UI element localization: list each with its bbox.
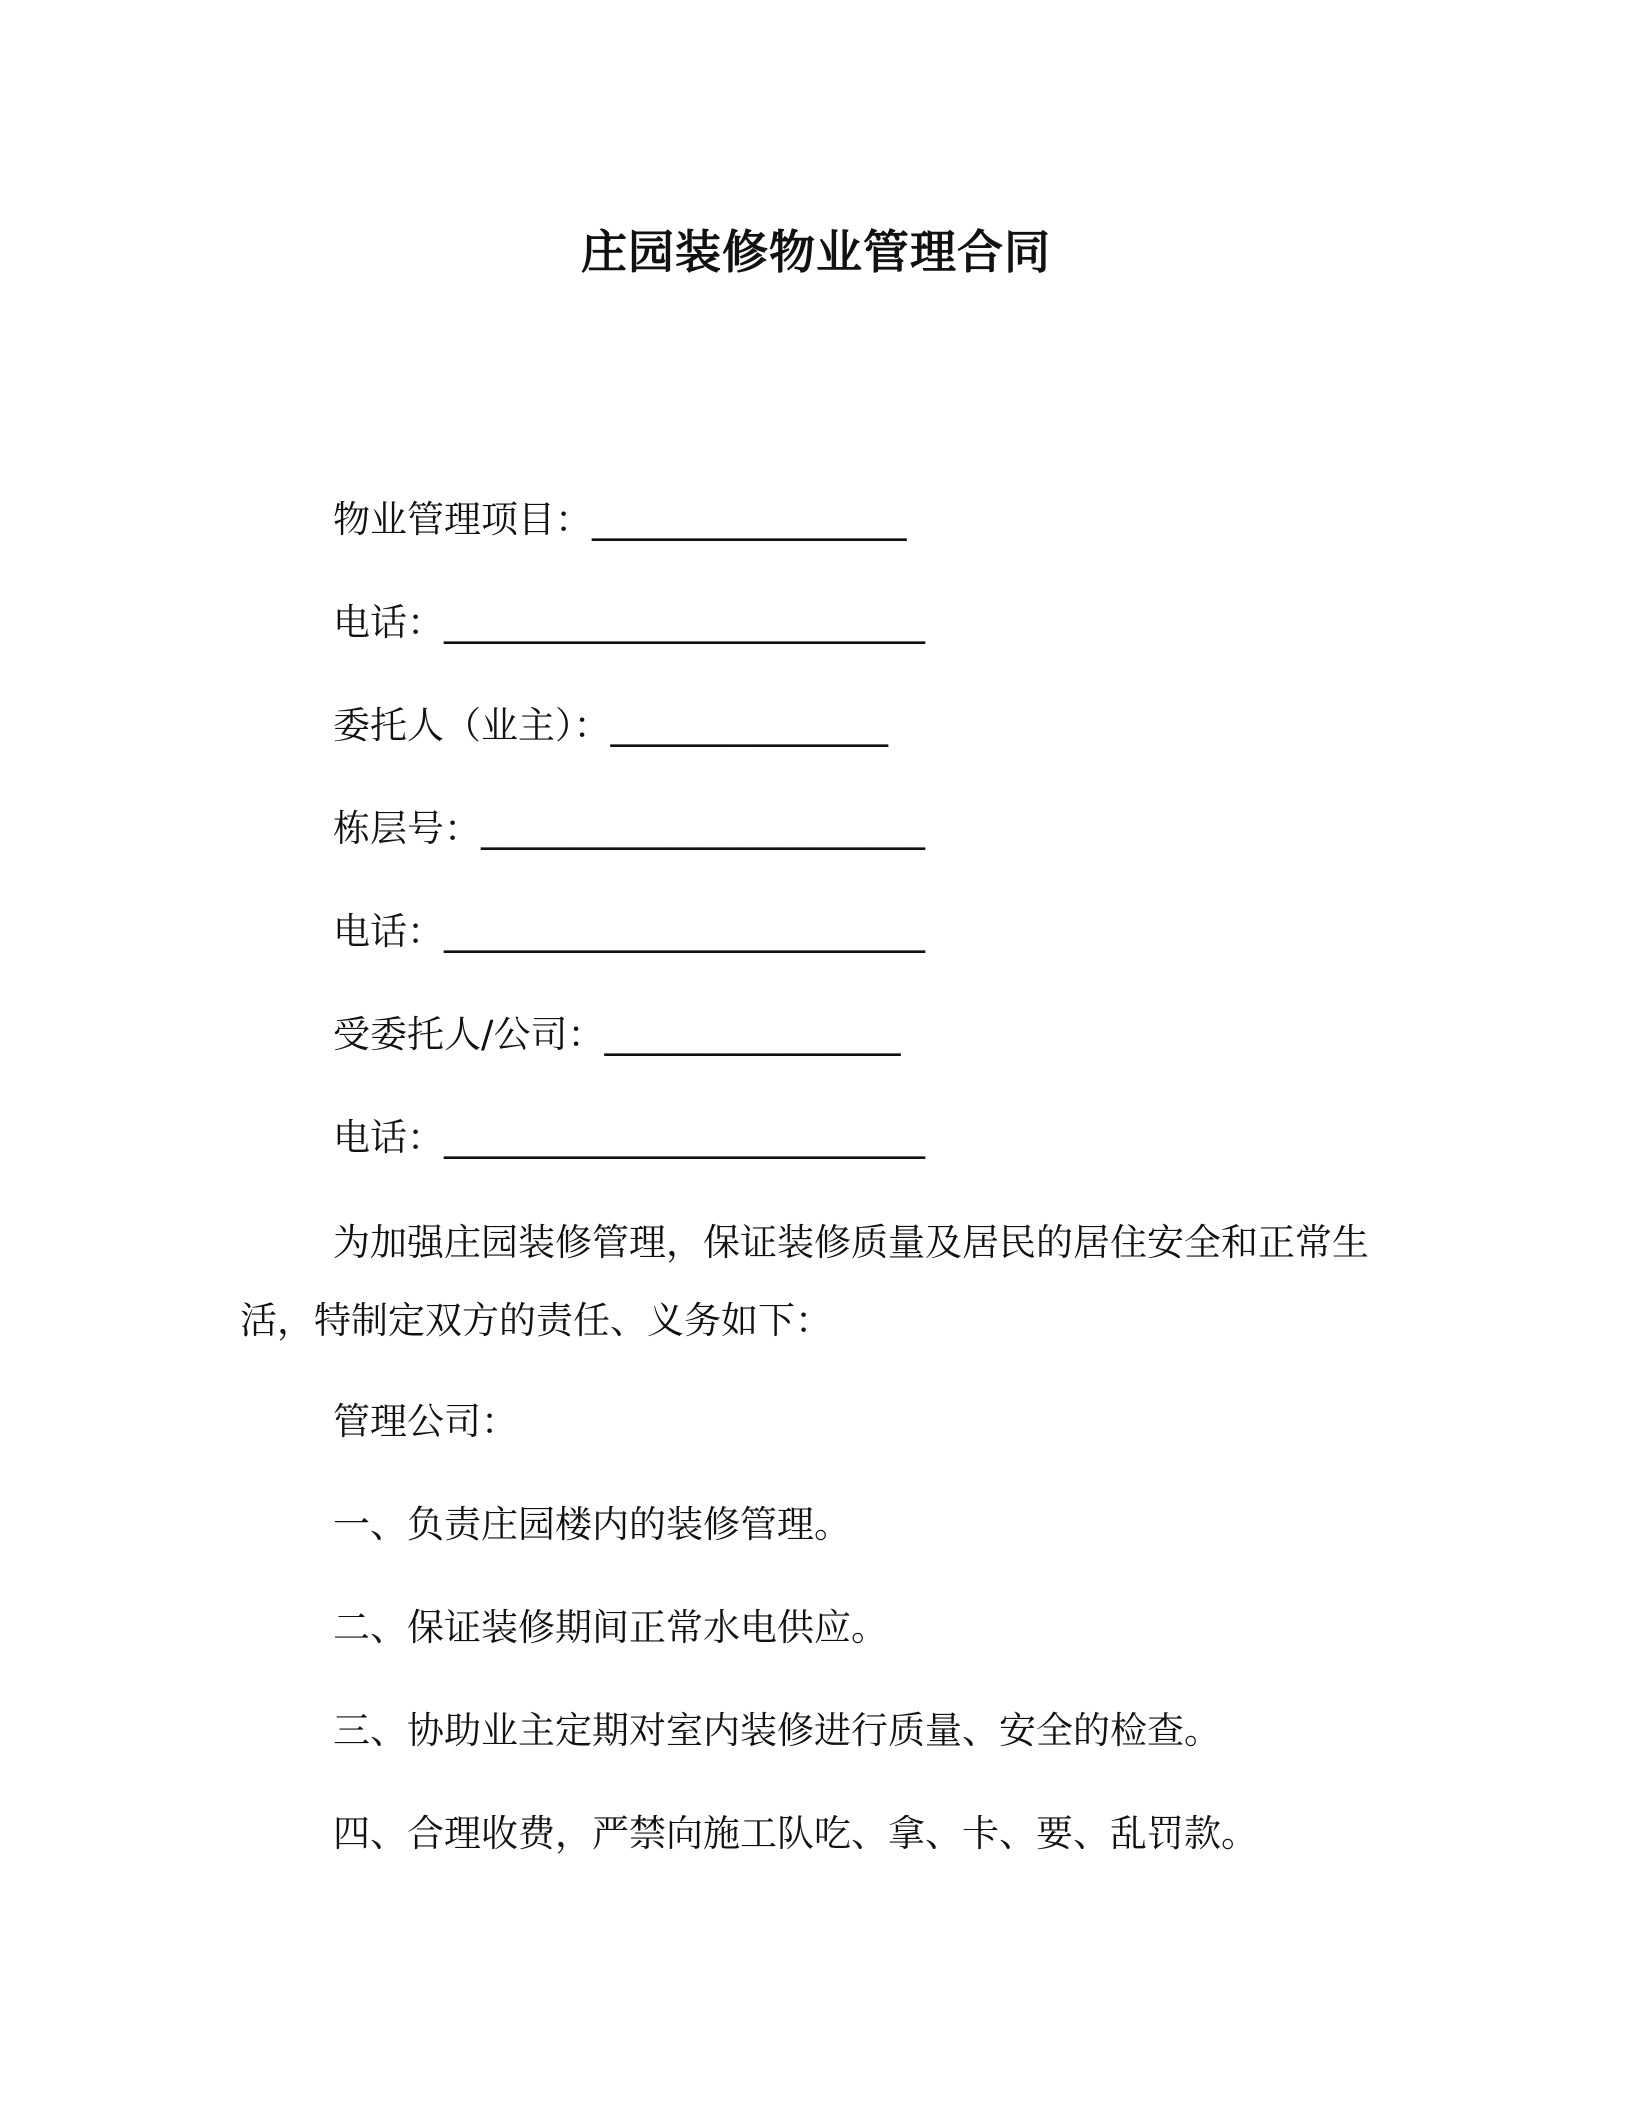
document-title: 庄园装修物业管理合同: [581, 225, 1051, 279]
list-item: 二、保证装修期间正常水电供应。: [333, 1606, 888, 1649]
field-label: 电话：: [333, 1116, 444, 1159]
field-trustee-company: [333, 1010, 900, 1060]
list-item: 四、合理收费，严禁向施工队吃、拿、卡、要、乱罚款。: [333, 1812, 1258, 1855]
field-blank: _________________: [592, 498, 907, 541]
field-phone-3: [333, 1113, 925, 1163]
field-blank: ________________________: [481, 807, 925, 850]
field-blank: ________________: [604, 1013, 901, 1056]
field-building-floor: [333, 804, 925, 854]
field-property-project: [333, 495, 907, 545]
field-blank: __________________________: [444, 910, 925, 953]
field-client-owner: [333, 701, 888, 751]
field-blank: __________________________: [444, 601, 925, 644]
field-label: 物业管理项目：: [333, 498, 592, 541]
field-label: 委托人（业主）：: [333, 704, 611, 747]
field-label: 电话：: [333, 601, 444, 644]
field-label: 受委托人/公司：: [333, 1013, 605, 1056]
list-item: 三、协助业主定期对室内装修进行质量、安全的检查。: [333, 1709, 1221, 1752]
field-phone-2: [333, 907, 925, 957]
section-heading: 管理公司：: [333, 1400, 518, 1443]
list-item: 一、负责庄园楼内的装修管理。: [333, 1503, 851, 1546]
field-blank: _______________: [610, 704, 888, 747]
field-phone-1: [333, 598, 925, 648]
field-label: 栋层号：: [333, 807, 481, 850]
intro-paragraph: 为加强庄园装修管理，保证装修质量及居民的居住安全和正常生活，特制定双方的责任、义务如下：: [240, 1221, 1369, 1342]
field-label: 电话：: [333, 910, 444, 953]
field-blank: __________________________: [444, 1116, 925, 1159]
